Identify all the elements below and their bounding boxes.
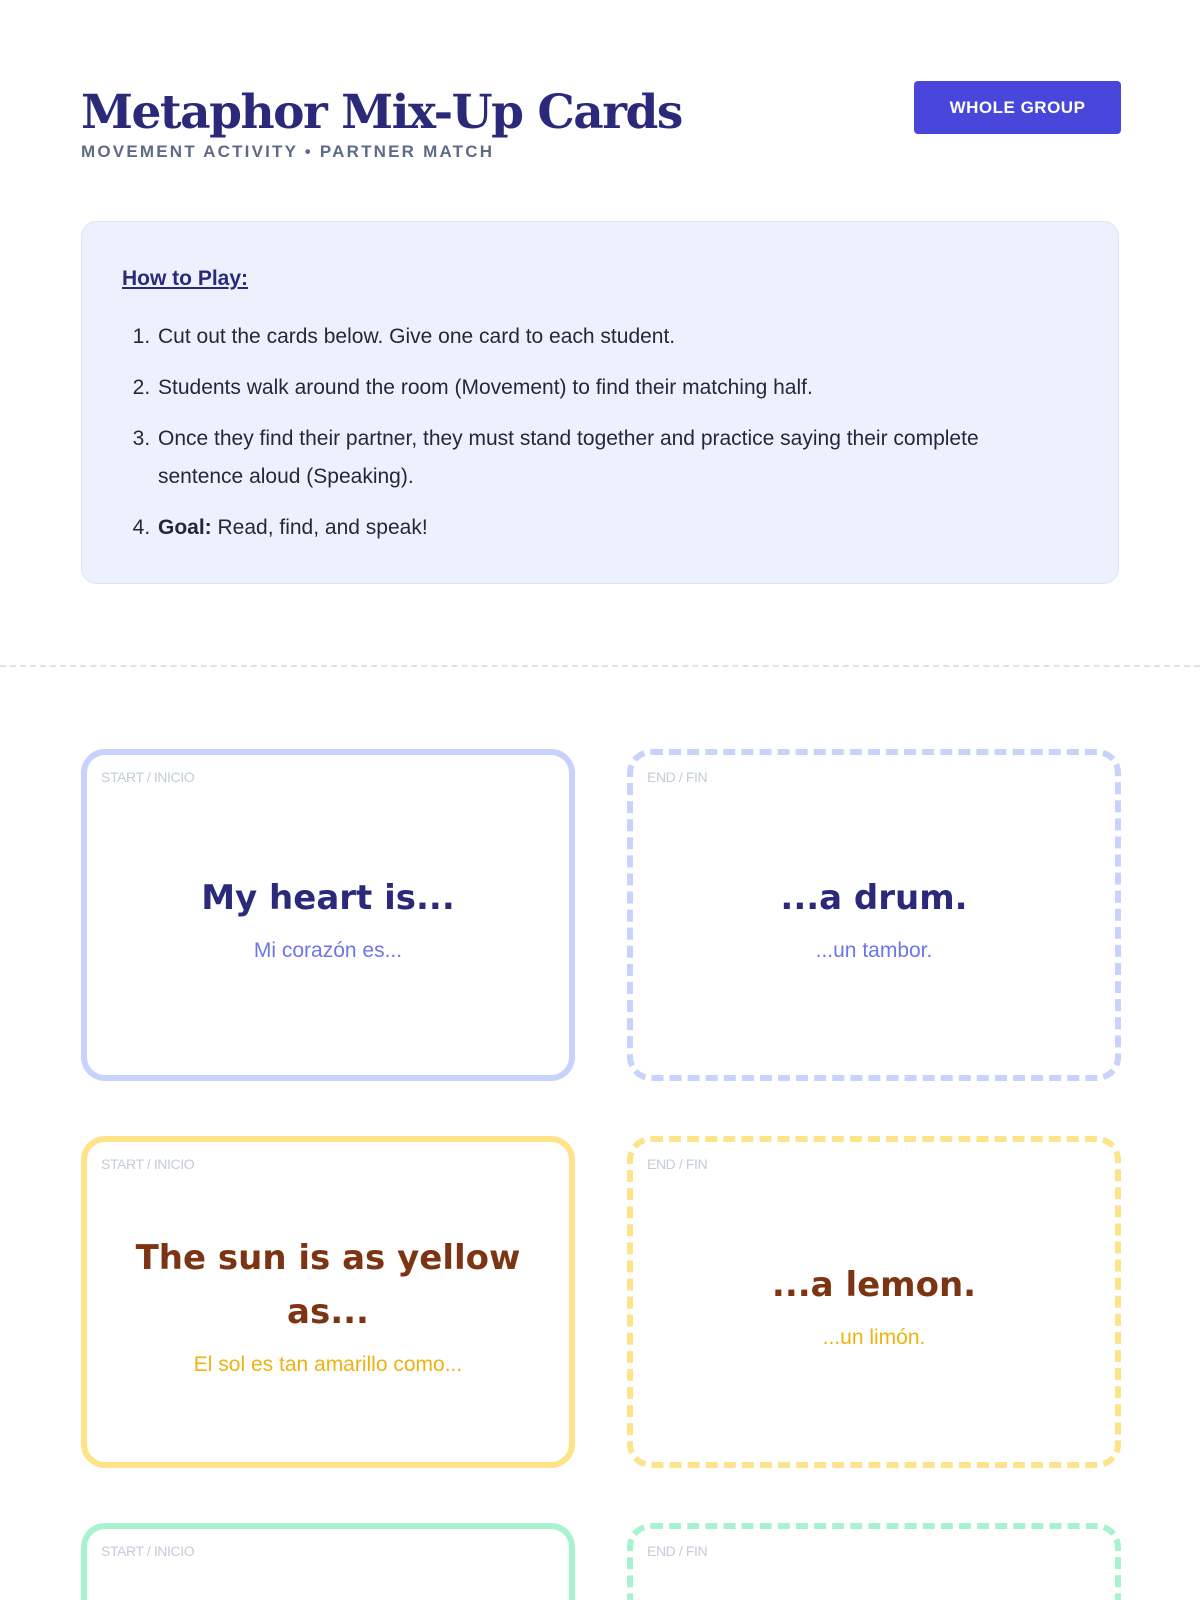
how-to-play-box [81,221,1119,584]
card-tag: START / INICIO [101,1543,195,1559]
card-spanish-text: Mi corazón es... [253,939,403,962]
card-english-text: ...a lemon. [771,1265,977,1305]
card-tag: START / INICIO [101,769,195,785]
card-tag: END / FIN [647,769,708,785]
end-card-drum[interactable] [627,749,1121,1081]
instruction-step: 2. Students walk around the room (Movement) to find their matching half. [156,369,1016,407]
instruction-step: 1. Cut out the cards below. Give one card to each student. [156,318,1016,356]
card-tag: END / FIN [647,1543,708,1559]
card-spanish-text: ...un limón. [822,1326,926,1349]
card-tag: START / INICIO [101,1156,195,1172]
goal-text: Read, find, and speak! [211,516,428,539]
page-subtitle: MOVEMENT ACTIVITY • PARTNER MATCH [81,142,495,161]
start-card-partial[interactable] [81,1523,575,1600]
card-spanish-text: ...un tambor. [815,939,933,962]
end-card-lemon[interactable] [627,1136,1121,1468]
instructions-list [123,318,1016,560]
how-to-play-title: How to Play: [122,267,249,290]
instruction-step-goal [156,509,1016,547]
end-card-partial[interactable] [627,1523,1121,1600]
card-english-text: ...a drum. [780,878,968,918]
goal-label: Goal: [158,516,212,539]
worksheet-header [81,82,1121,172]
cut-line-divider [0,665,1200,667]
whole-group-button[interactable]: WHOLE GROUP [914,81,1121,134]
instruction-step: 3. Once they find their partner, they must stand together and practice saying their complete sentence aloud (Speaking). [156,420,1016,496]
start-card-sun[interactable] [81,1136,575,1468]
card-tag: END / FIN [647,1156,708,1172]
page-title: Metaphor Mix-Up Cards [81,85,682,140]
card-spanish-text: El sol es tan amarillo como... [193,1353,463,1376]
card-english-text: The sun is as yellow as... [135,1238,521,1332]
start-card-heart[interactable] [81,749,575,1081]
card-english-text: My heart is... [201,878,455,918]
